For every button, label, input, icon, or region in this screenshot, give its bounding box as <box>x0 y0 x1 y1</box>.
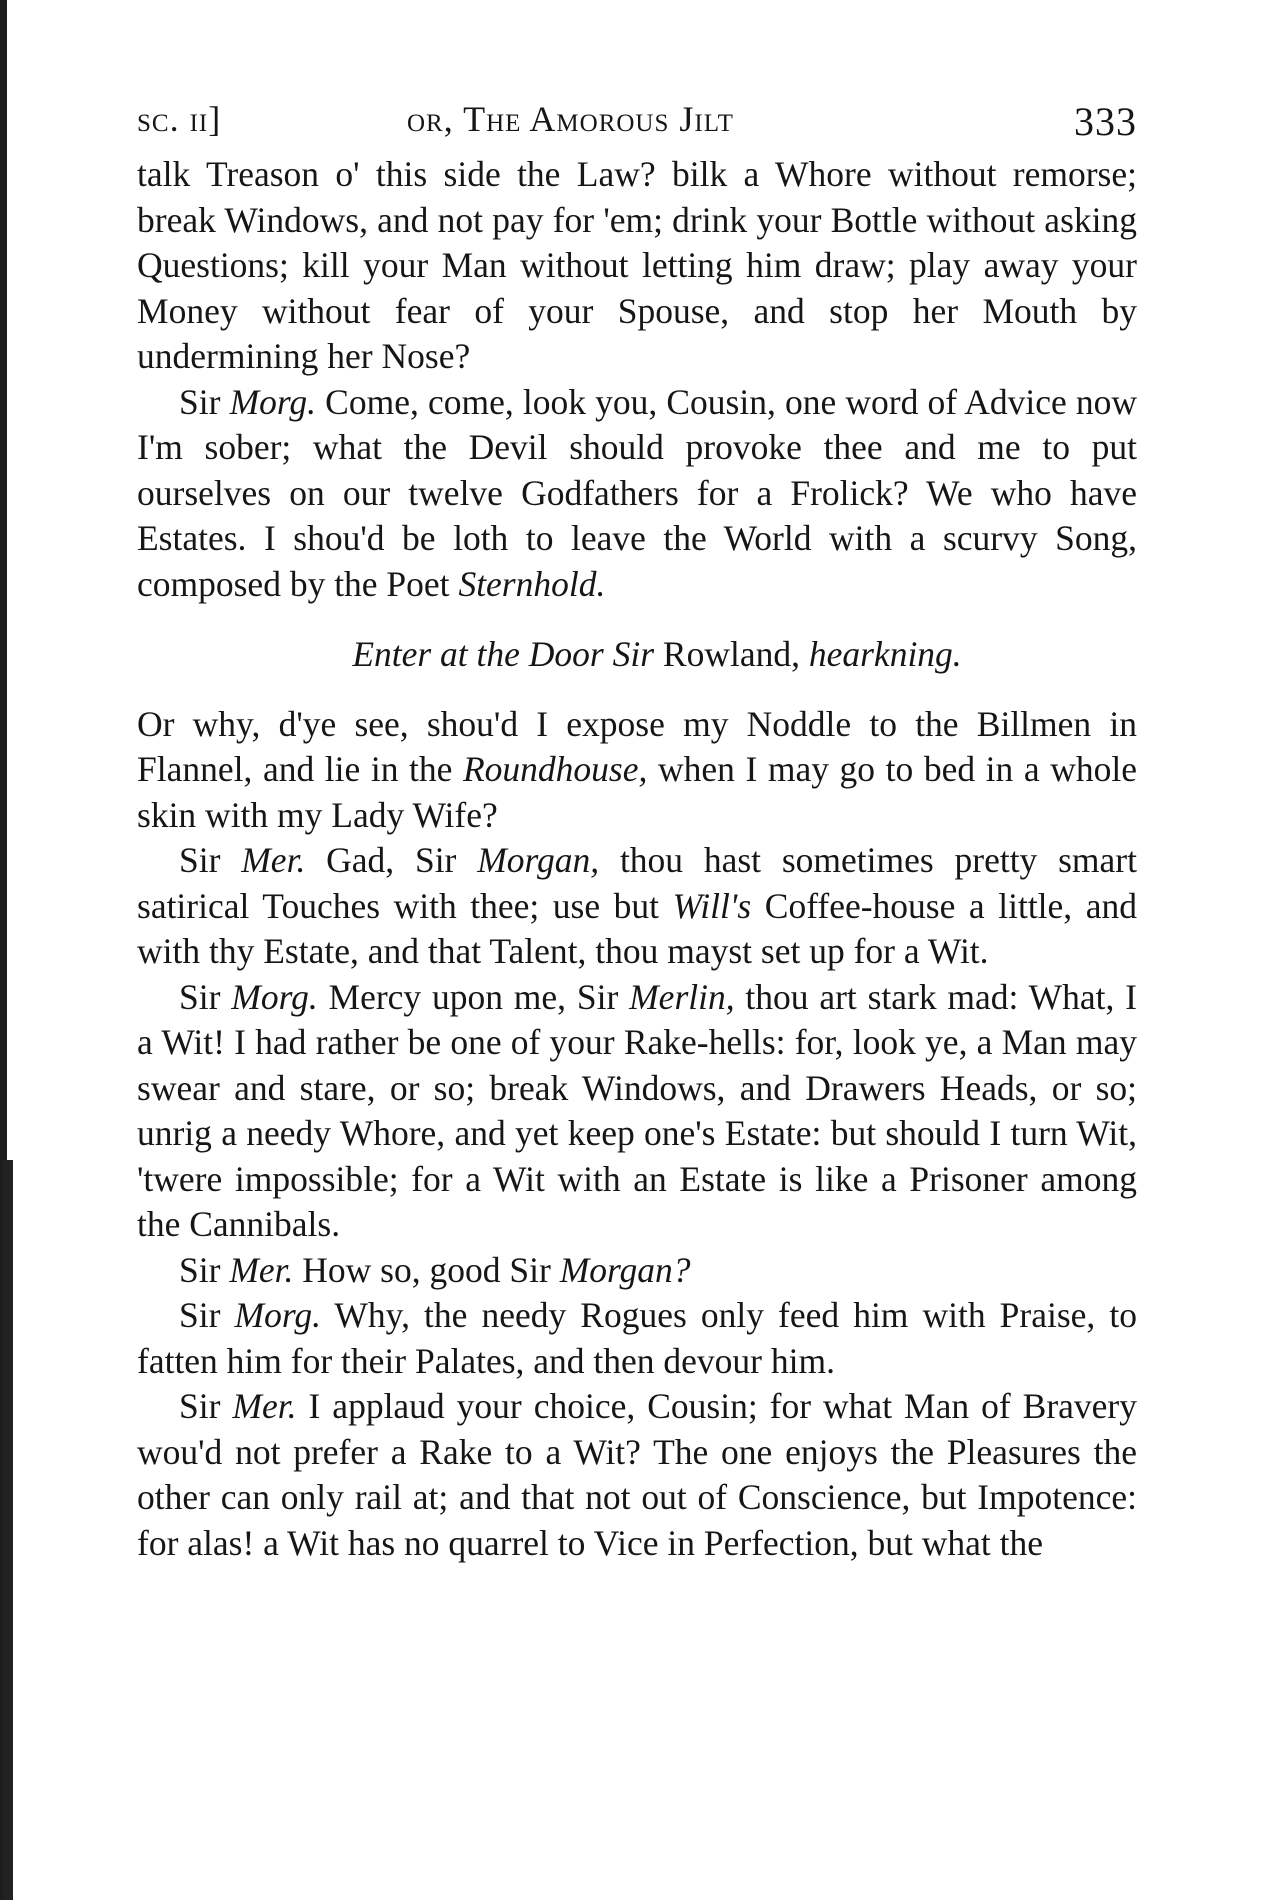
speaker-title: Sir <box>179 1295 235 1335</box>
speech-text: Mercy upon me, Sir <box>317 976 630 1017</box>
speech-text: thou hast sometimes pretty smart satirical Touches with thee; use but <box>137 840 1137 926</box>
speech-sir-morgan-3 <box>137 1293 1137 1384</box>
speaker-title: Sir <box>179 1249 230 1290</box>
stage-direction <box>137 632 1137 678</box>
speech-text: Coffee-house a little, and with thy Estate, and that Talent, thou mayst set up for a Wit. <box>137 885 1137 971</box>
continuation-paragraph: talk Treason o' this side the Law? bilk a Whore without remorse; break Windows, and not pay for 'em; drink your Bottle without asking Questions; kill your Man without letting him draw; play away your Money without fear of your Spouse, and stop her Mouth by undermining her Nose? <box>137 154 1137 376</box>
italic-name: Will's <box>672 885 752 926</box>
stage-direction-action: hearkning. <box>808 634 962 674</box>
speech-text: Why, the needy Rogues only feed him with Praise, to fatten him for their Palates, and then devour him. <box>137 1295 1137 1381</box>
speech-text: Come, come, look you, Cousin, one word of Advice now I'm sober; what the Devil should provoke thee and me to put ourselves on our twelve Godfathers for a Frolick? We who have Estates. I shou'd be loth to leave the World with a scurvy Song, composed by the Poet <box>137 381 1138 604</box>
binding-shadow <box>3 1160 13 1900</box>
italic-place: Roundhouse, <box>463 749 648 789</box>
scene-marker: sc. ii] <box>137 99 222 139</box>
italic-name: Merlin, <box>629 976 735 1017</box>
speech-text: I applaud your choice, Cousin; for what Man of Bravery wou'd not prefer a Rake to a Wit? The one enjoys the Pleasures the other can only rail at; and that not out of Conscience, but Impotence: for alas! a Wit has no quarrel to Vice in Perfection, but what the <box>137 1386 1137 1563</box>
speech-text: Or why, d'ye see, shou'd I expose my Noddle to the Billmen in Flannel, and lie in the <box>137 703 1137 789</box>
italic-name: Sternhold. <box>458 563 606 604</box>
speaker-name: Morg. <box>234 1295 321 1335</box>
speech-text: How so, good Sir <box>293 1249 560 1290</box>
running-title: or, The Amorous Jilt <box>407 99 734 139</box>
speaker-name: Morg. <box>229 381 317 422</box>
speaker-title: Sir <box>179 840 242 880</box>
speech-sir-morgan-2 <box>137 975 1137 1248</box>
speech-text: Gad, Sir <box>305 840 478 880</box>
book-page <box>137 90 1137 1870</box>
speech-sir-merlin-2 <box>137 1248 1137 1294</box>
speaker-title: Sir <box>179 976 232 1017</box>
page-number: 333 <box>1074 99 1137 144</box>
running-head <box>137 90 1137 152</box>
speaker-name: Mer. <box>229 1249 294 1290</box>
speaker-name: Mer. <box>232 1386 297 1426</box>
speech-sir-merlin-1 <box>137 838 1137 975</box>
speech-text: thou art stark mad: What, I a Wit! I had rather be one of your Rake-hells: for, look ye, a Man may swear and stare, or so; break Windows, and Drawers Heads, or so; unrig a needy Whore, and yet keep one's Estate: but should I turn Wit, 'twere impossible; for a Wit with an Estate is like a Prisoner among the Cannibals. <box>137 976 1137 1244</box>
speaker-title: Sir <box>179 381 230 422</box>
stage-direction-text: Enter at the Door Sir <box>352 634 655 674</box>
speech-text: when I may go to bed in a whole skin with my Lady Wife? <box>137 749 1137 835</box>
stage-direction-character: Rowland, <box>654 634 809 674</box>
speaker-name: Morg. <box>231 976 318 1017</box>
speech-continuation <box>137 702 1137 839</box>
speech-sir-morgan-1 <box>137 380 1137 608</box>
speech-sir-merlin-3 <box>137 1384 1137 1566</box>
italic-name: Morgan? <box>559 1249 691 1290</box>
speaker-name: Mer. <box>241 840 306 880</box>
speaker-title: Sir <box>179 1386 233 1426</box>
italic-name: Morgan, <box>477 840 600 880</box>
